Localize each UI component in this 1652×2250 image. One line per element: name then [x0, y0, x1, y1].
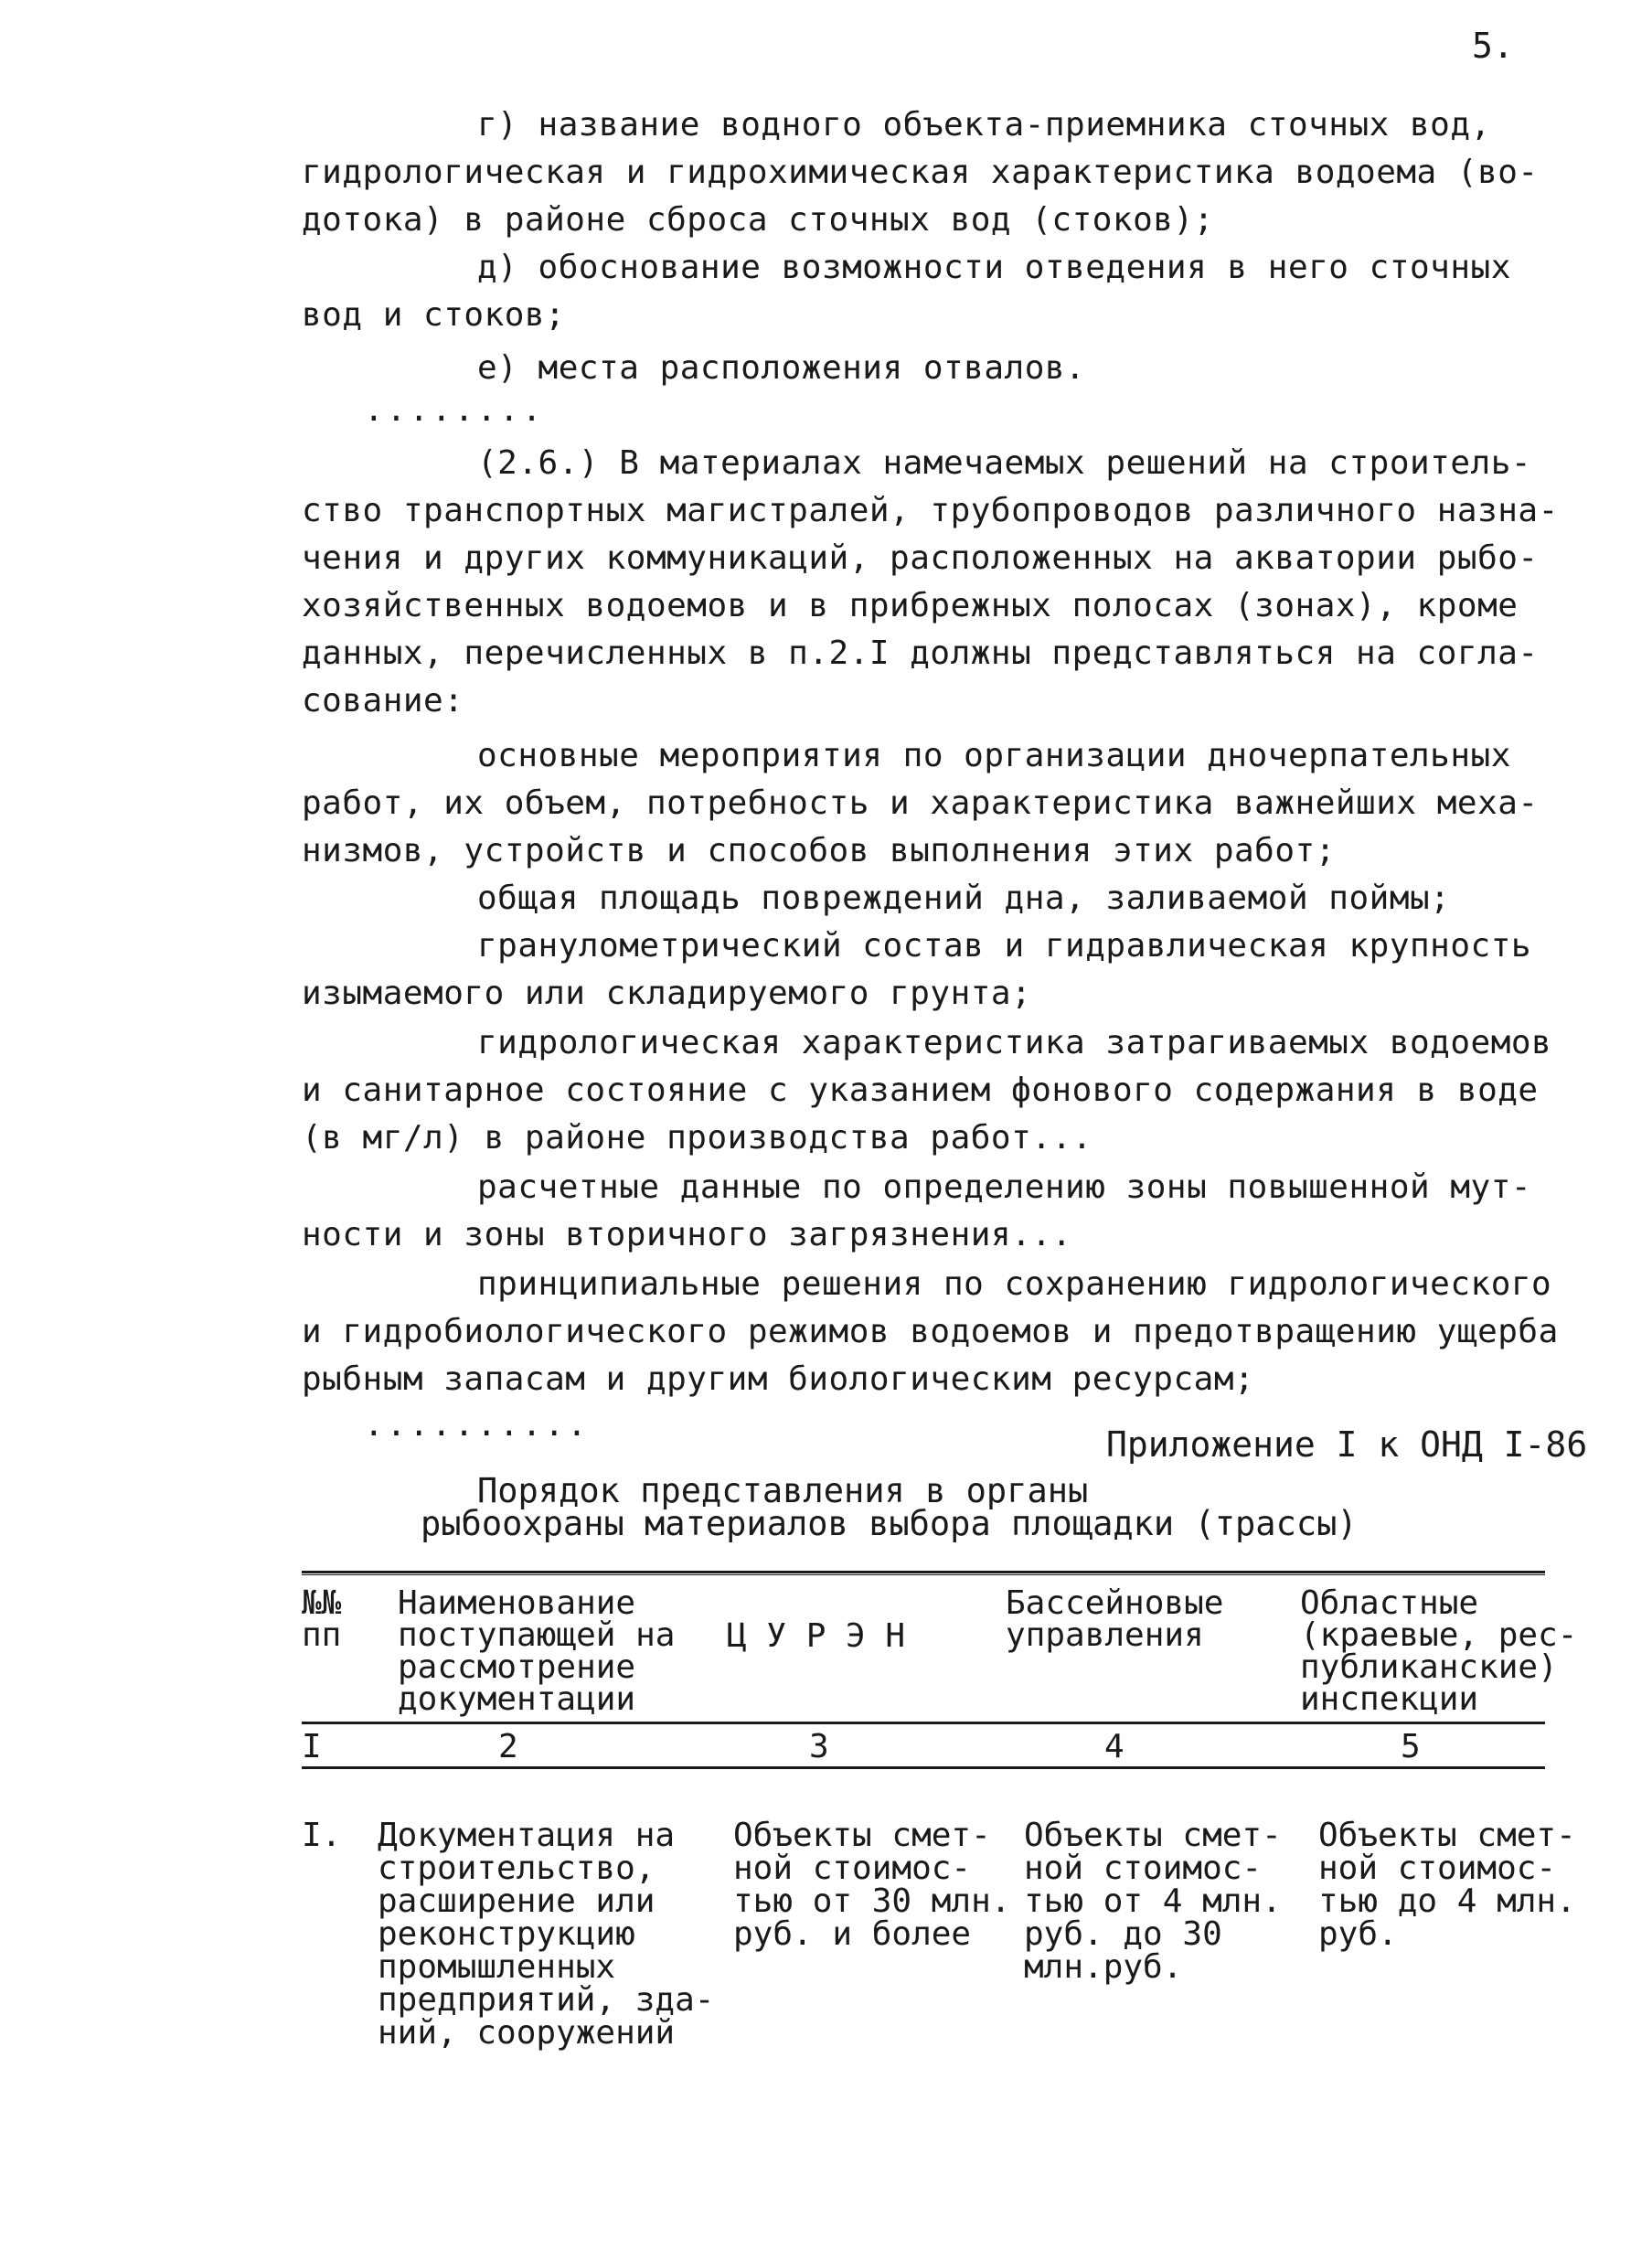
column-number: 2 [498, 1728, 518, 1765]
body-line: изымаемого или складируемого грунта; [302, 975, 1032, 1012]
column-number: 4 [1104, 1728, 1124, 1765]
body-line: и санитарное состояние с указанием фонового содержания в воде [302, 1072, 1539, 1109]
table-title: Порядок представления в органы [477, 1471, 1089, 1510]
body-line: д) обоснование возможности отведения в него сточных [477, 249, 1511, 286]
header-bottom-rule [302, 1722, 1545, 1724]
table-cell-number: I. [302, 1817, 342, 1854]
ellipsis-divider: .......... [364, 1406, 590, 1444]
table-cell-regional: Объекты смет- ной стоимос- тью до 4 млн. руб. [1318, 1817, 1576, 1953]
body-line: (2.6.) В материалах намечаемых решений на строитель- [477, 444, 1532, 482]
body-line: ности и зоны вторичного загрязнения... [302, 1216, 1072, 1253]
numbers-bottom-rule [302, 1766, 1545, 1769]
column-number: 5 [1401, 1728, 1421, 1765]
table-cell-basin: Объекты смет- ной стоимос- тью от 4 млн. руб. до 30 млн.руб. [1024, 1817, 1282, 1986]
body-line: (в мг/л) в районе производства работ... [302, 1119, 1092, 1157]
table-subtitle: рыбоохраны материалов выбора площадки (трассы) [421, 1504, 1358, 1543]
body-line: г) название водного объекта-приемника сточных вод, [477, 106, 1491, 144]
page-number: 5. [1472, 26, 1514, 66]
column-number: I [302, 1728, 322, 1765]
table-top-rule-thin [302, 1574, 1545, 1575]
body-line: низмов, устройств и способов выполнения этих работ; [302, 832, 1336, 869]
body-line: гранулометрический состав и гидравлическая крупность [477, 927, 1532, 965]
table-header-regional: Областные (краевые, рес- публиканские) инспекции [1300, 1584, 1578, 1718]
appendix-label: Приложение I к ОНД I-86 [1106, 1424, 1588, 1465]
body-line: принципиальные решения по сохранению гидрологического [477, 1265, 1552, 1303]
table-cell-center: Объекты смет- ной стоимос- тью от 30 млн. руб. и более [733, 1817, 1011, 1953]
body-line: данных, перечисленных в п.2.I должны представляться на согла- [302, 634, 1539, 672]
body-line: чения и других коммуникаций, расположенных на акватории рыбо- [302, 539, 1539, 577]
body-line: гидрологическая характеристика затрагиваемых водоемов [477, 1024, 1552, 1061]
body-line: и гидробиологического режимов водоемов и предотвращению ущерба [302, 1313, 1559, 1350]
ellipsis-divider: ........ [364, 391, 545, 429]
table-header-center: Ц У Р Э Н [727, 1617, 906, 1655]
table-cell-document: Документация на строительство, расширение или реконструкцию промышленных предприятий, зда- ний, сооружений [378, 1817, 715, 2052]
body-line: ство транспортных магистралей, трубопроводов различного назна- [302, 492, 1559, 529]
table-header-document: Наименование поступающей на рассмотрение документации [398, 1584, 676, 1718]
table-header-basin: Бассейновые управления [1006, 1584, 1224, 1654]
body-line: дотока) в районе сброса сточных вод (стоков); [302, 201, 1214, 239]
body-line: е) места расположения отвалов. [477, 349, 1086, 387]
body-line: работ, их объем, потребность и характеристика важнейших меха- [302, 784, 1539, 822]
body-line: основные мероприятия по организации дночерпательных [477, 737, 1511, 774]
body-line: гидрологическая и гидрохимическая характеристика водоема (во- [302, 154, 1539, 191]
body-line: вод и стоков; [302, 296, 566, 334]
body-line: сование: [302, 682, 464, 720]
column-number: 3 [809, 1728, 829, 1765]
body-line: хозяйственных водоемов и в прибрежных полосах (зонах), кроме [302, 587, 1519, 624]
body-line: общая площадь повреждений дна, заливаемой поймы; [477, 880, 1451, 917]
body-line: расчетные данные по определению зоны повышенной мут- [477, 1168, 1532, 1206]
table-top-rule [302, 1571, 1545, 1573]
body-line: рыбным запасам и другим биологическим ресурсам; [302, 1360, 1255, 1398]
table-header-number: №№ пп [302, 1584, 342, 1654]
